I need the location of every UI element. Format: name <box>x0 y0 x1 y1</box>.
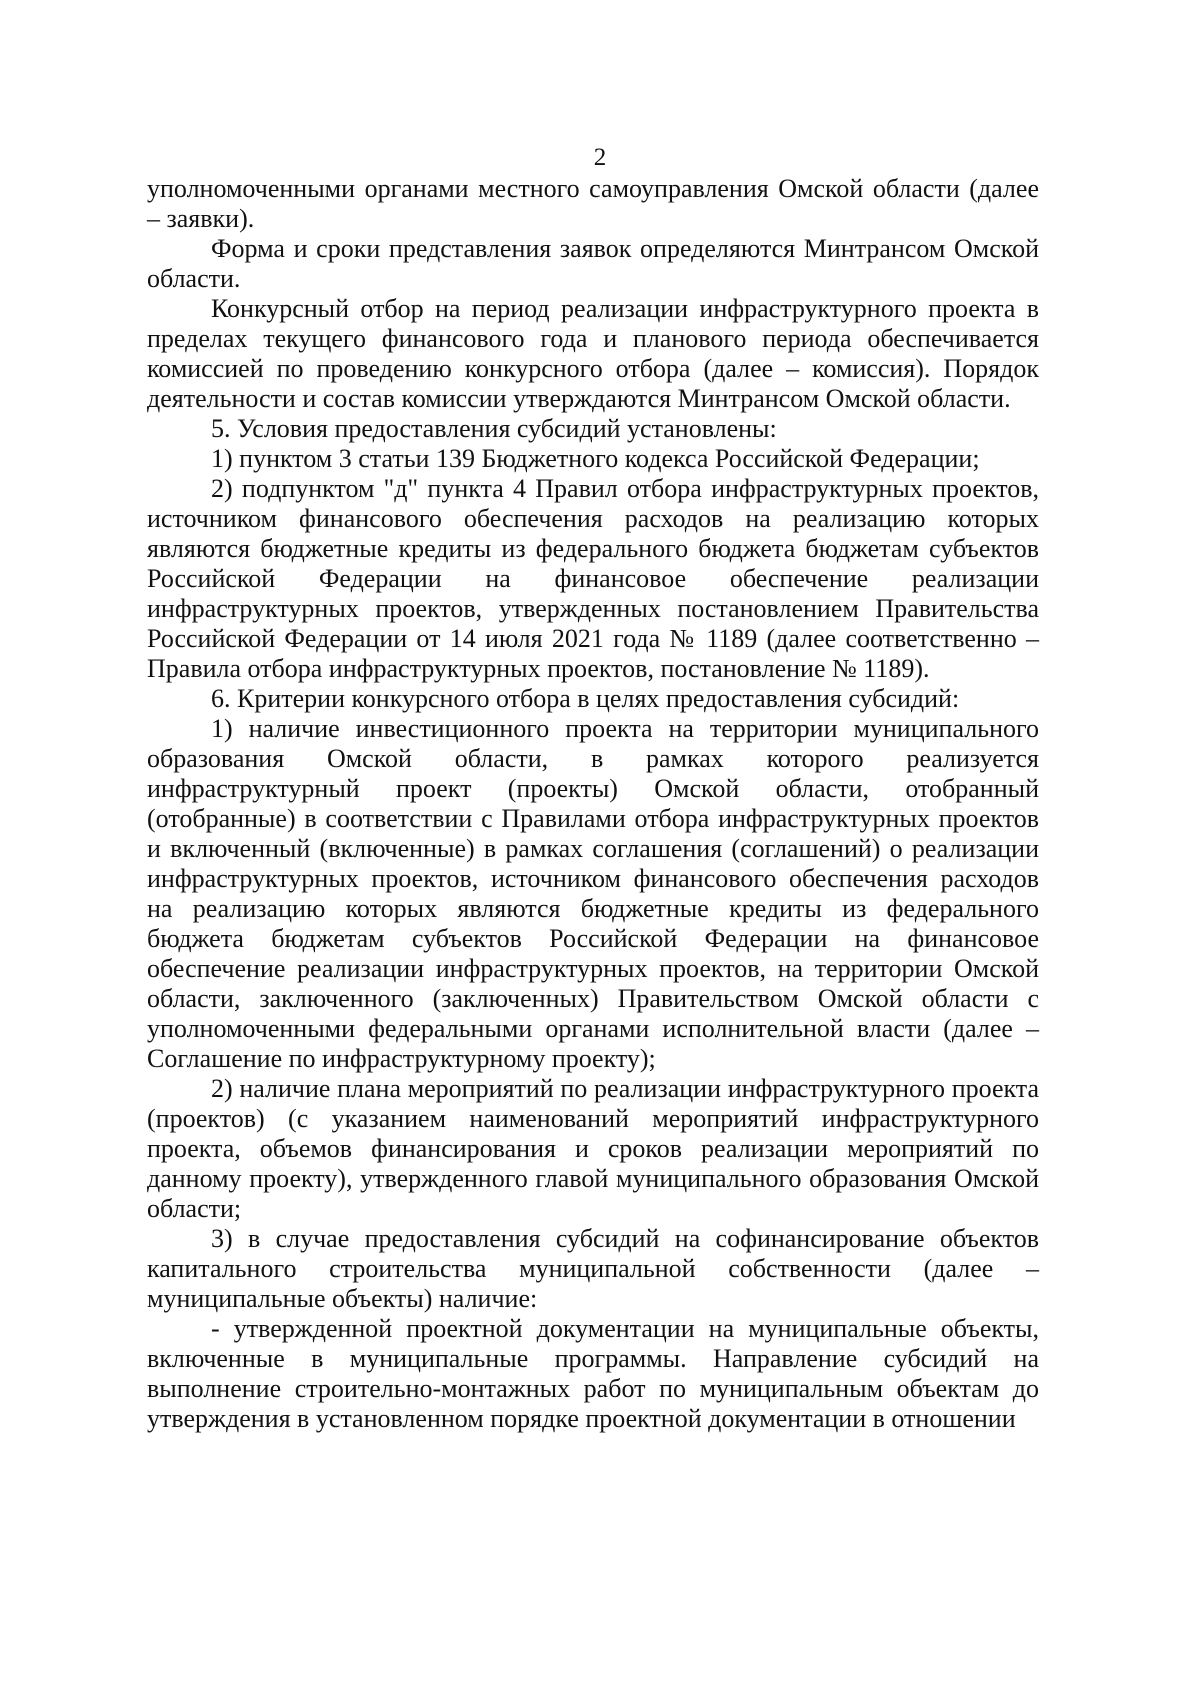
list-item: 3) в случае предоставления субсидий на софинансирование объектов капитального строительства муниципальной собственности (далее – муниципальные объекты) наличие: <box>147 1224 1039 1313</box>
list-item: 1) наличие инвестиционного проекта на территории муниципального образования Омской области, в рамках которого реализуется инфраструктурный проект (проекты) Омской области, отобранный (отобранные) в соответствии с Правилами отбора инфраструктурных проектов и включенный (включенные) в рамках соглашения (соглашений) о реализации инфраструктурных проектов, источником финансового обеспечения расходов на реализацию которых являются бюджетные кредиты из федерального бюджета бюджетам субъектов Российской Федерации на финансовое обеспечение реализации инфраструктурных проектов, на территории Омской области, заключенного (заключенных) Правительством Омской области с уполномоченными федеральными органами исполнительной власти (далее – Соглашение по инфраструктурному проекту); <box>147 714 1039 1073</box>
page-number: 2 <box>593 144 607 171</box>
section-heading: 5. Условия предоставления субсидий установлены: <box>211 414 777 443</box>
paragraph: Конкурсный отбор на период реализации инфраструктурного проекта в пределах текущего финансового года и планового периода обеспечивается комиссией по проведению конкурсного отбора (далее – комиссия). Порядок деятельности и состав комиссии утверждаются Минтрансом Омской области. <box>147 294 1039 413</box>
document-body <box>147 174 1039 1434</box>
list-item: - утвержденной проектной документации на муниципальные объекты, включенные в муниципальные программы. Направление субсидий на выполнение строительно-монтажных работ по муниципальным объектам до утверждения в установленном порядке проектной документации в отношении <box>147 1314 1039 1433</box>
list-item: 2) наличие плана мероприятий по реализации инфраструктурного проекта (проектов) (с указанием наименований мероприятий инфраструктурного проекта, объемов финансирования и сроков реализации мероприятий по данному проекту), утвержденного главой муниципального образования Омской области; <box>147 1074 1039 1223</box>
section-heading: 6. Критерии конкурсного отбора в целях предоставления субсидий: <box>211 684 960 713</box>
list-item: 2) подпунктом "д" пункта 4 Правил отбора инфраструктурных проектов, источником финансового обеспечения расходов на реализацию которых являются бюджетные кредиты из федерального бюджета бюджетам субъектов Российской Федерации на финансовое обеспечение реализации инфраструктурных проектов, утвержденных постановлением Правительства Российской Федерации от 14 июля 2021 года № 1189 (далее соответственно – Правила отбора инфраструктурных проектов, постановление № 1189). <box>147 474 1039 683</box>
paragraph: уполномоченными органами местного самоуправления Омской области (далее – заявки). <box>147 174 1039 233</box>
list-item: 1) пунктом 3 статьи 139 Бюджетного кодекса Российской Федерации; <box>211 444 980 473</box>
paragraph: Форма и сроки представления заявок определяются Минтрансом Омской области. <box>147 234 1039 293</box>
